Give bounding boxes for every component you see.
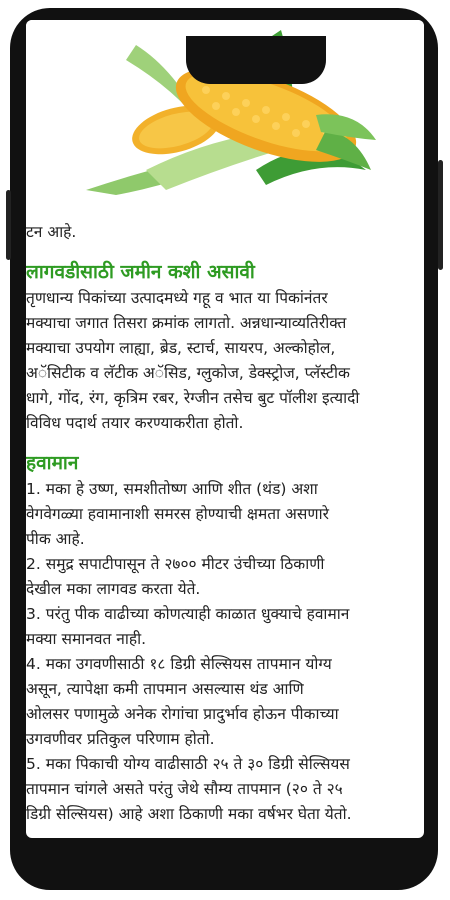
- paragraph-line: 5. मका पिकाची योग्य वाढीसाठी २५ ते ३० डिग्री सेल्सियस: [26, 755, 350, 773]
- intro-tail-text: टन आहे.: [26, 223, 77, 241]
- paragraph-line: धागे, गोंद, रंग, कृत्रिम रबर, रेग्जीन तसेच बुट पॉलीश इत्यादी: [26, 389, 360, 407]
- article-body: [26, 220, 424, 827]
- paragraph-line: 3. परंतु पीक वाढीच्या कोणत्याही काळात धुक्याचे हवामान: [26, 605, 350, 623]
- paragraph-line: 4. मका उगवणीसाठी १८ डिग्री सेल्सियस तापमान योग्य: [26, 655, 332, 673]
- paragraph-line: मक्याचा उपयोग लाह्या, ब्रेड, स्टार्च, सायरप, अल्कोहोल,: [26, 339, 336, 357]
- phone-notch: [186, 36, 326, 84]
- paragraph-line: डिग्री सेल्सियस) आहे अशा ठिकाणी मका वर्षभर घेता येतो.: [26, 805, 352, 823]
- paragraph-line: असून, त्यापेक्षा कमी तापमान असल्यास थंड आणि: [26, 680, 304, 698]
- section-heading-climate: हवामान: [26, 452, 79, 474]
- paragraph-line: उगवणीवर प्रतिकुल परिणाम होतो.: [26, 730, 215, 748]
- paragraph-line: 1. मका हे उष्ण, समशीतोष्ण आणि शीत (थंड) अशा: [26, 480, 318, 498]
- paragraph-line: तृणधान्य पिकांच्या उत्पादमध्ये गहू व भात या पिकांनंतर: [26, 289, 328, 307]
- section-heading-soil: लागवडीसाठी जमीन कशी असावी: [26, 261, 255, 283]
- paragraph-line: ओलसर पणामुळे अनेक रोगांचा प्रादुर्भाव होऊन पीकाच्या: [26, 705, 339, 723]
- phone-side-button: [6, 190, 11, 260]
- paragraph-line: पीक आहे.: [26, 530, 85, 548]
- paragraph-line: विविध पदार्थ तयार करण्याकरीता होतो.: [26, 414, 244, 432]
- paragraph-line: तापमान चांगले असते परंतु जेथे सौम्य तापमान (२० ते २५: [26, 780, 343, 798]
- paragraph-line: 2. समुद्र सपाटीपासून ते २७०० मीटर उंचीच्या ठिकाणी: [26, 555, 325, 573]
- paragraph-line: मक्या समानवत नाही.: [26, 630, 147, 648]
- paragraph-line: देखील मका लागवड करता येते.: [26, 580, 201, 598]
- paragraph-line: मक्याचा जगात तिसरा क्रमांक लागतो. अन्नधान्याव्यतिरीक्त: [26, 314, 347, 332]
- paragraph-line: वेगवेगळ्या हवामानाशी समरस होण्याची क्षमता असणारे: [26, 505, 329, 523]
- phone-screen[interactable]: [26, 20, 424, 838]
- phone-side-button: [438, 160, 443, 270]
- paragraph-line: अॅसिटीक व लॅटीक अॅसिड, ग्लुकोज, डेक्स्ट्रोज, प्लॅस्टीक: [26, 364, 350, 382]
